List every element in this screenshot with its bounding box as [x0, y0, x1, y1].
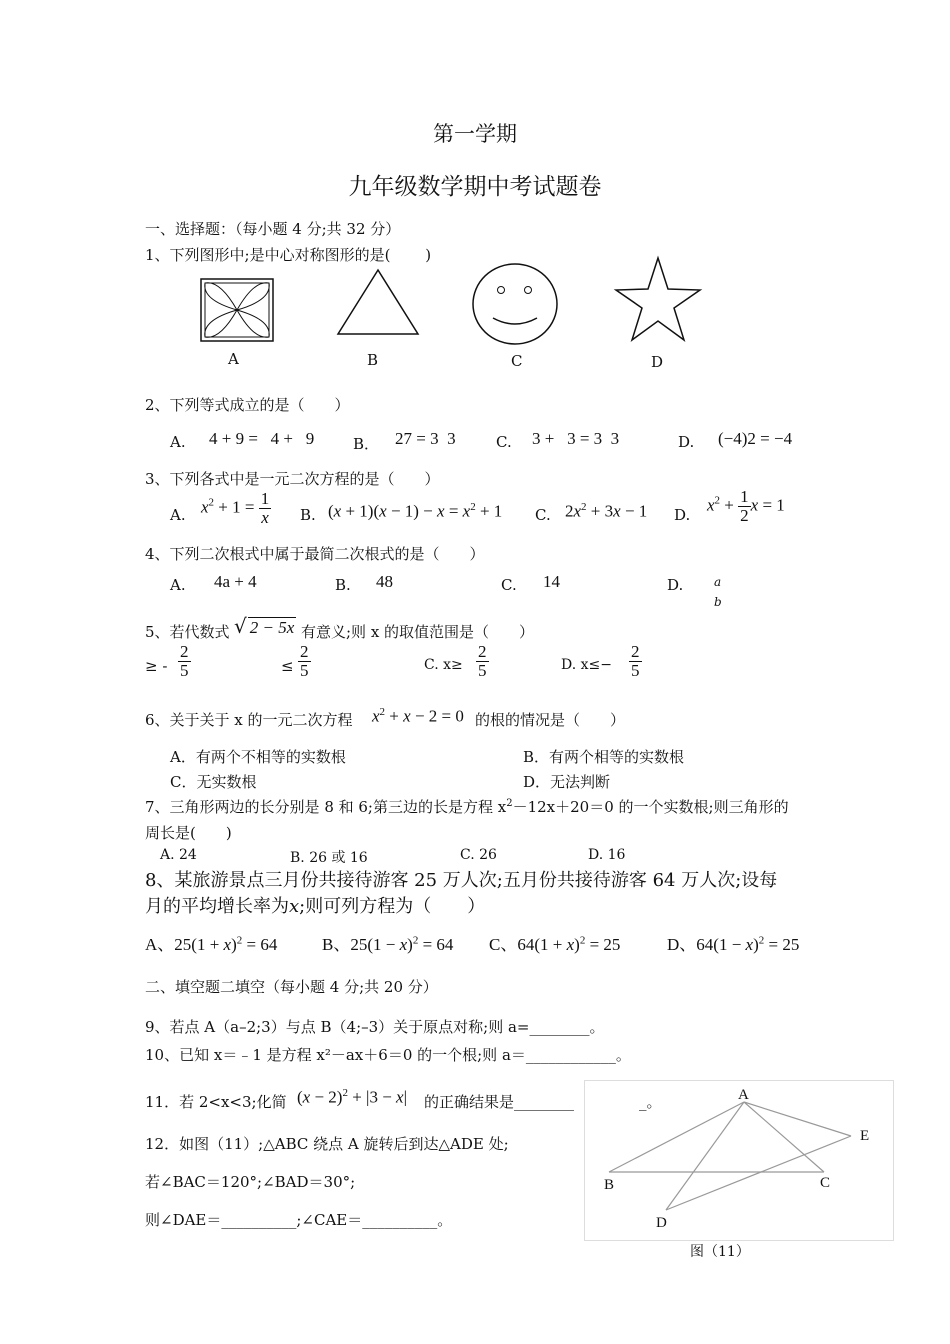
q2-label-d: D. [678, 433, 695, 451]
q3-label-c: C. [535, 506, 551, 524]
q5-option-a-sign: ≥ - [145, 657, 168, 675]
smiley-face-figure [471, 262, 561, 346]
q3-option-b: $(x + 1)(x - 1) - x = x^2 + 1$ [328, 501, 503, 521]
q2-label-b: B． [353, 435, 380, 453]
q11-expression: $(x - 2)^2 + |3 - x|$ [297, 1087, 407, 1107]
q12-line1: 12．如图（11）;△ABC 绕点 A 旋转后到达△ADE 处; [145, 1135, 509, 1153]
q2-stem: 2、下列等式成立的是（ ） [145, 396, 350, 414]
q5-stem-post: 有意义;则 x 的取值范围是（ ） [301, 623, 535, 641]
q3-option-a: $x^2 + 1$ = $\frac{1}{x}$ [201, 489, 270, 527]
triangle-figure [336, 268, 422, 336]
q3-label-d: D. [674, 506, 691, 524]
q6-option-c: C．无实数根 [170, 773, 257, 791]
q5-radicand: 2 − 5x [249, 618, 295, 637]
q11-post: 的正确结果是________ [424, 1093, 575, 1111]
figure-point-a: A [738, 1087, 749, 1103]
q4-label-a: A. [170, 576, 186, 594]
q11-pre: 11．若 2<x<3;化简 [145, 1093, 287, 1111]
q3-option-c: $2x^2 + 3x - 1$ [565, 501, 648, 521]
q7-line2: 周长是( ) [145, 824, 232, 842]
q8-option-c: C、$64(1 + x)^2 = 25$ [489, 934, 621, 954]
q5-option-d-sign: D. x≤− [561, 657, 612, 673]
q2-option-b: 27 = 3 3 [395, 429, 456, 448]
q4-label-c: C. [501, 576, 517, 594]
q2-option-d: (−4)2 = −4 [718, 429, 793, 448]
q8-line1: 8、某旅游景点三月份共接待游客 25 万人次;五月份共接待游客 64 万人次;设每 [145, 870, 778, 891]
page-title: 九年级数学期中考试题卷 [348, 174, 602, 200]
section-heading-choice: 一、选择题：（每小题 4 分;共 32 分） [145, 220, 401, 238]
q12-line2: 若∠BAC＝120°;∠BAD＝30°; [145, 1173, 356, 1191]
q4-option-a: 4a + 4 [214, 572, 257, 591]
q4-option-d-num: a [714, 575, 722, 589]
section-heading-fill: 二、填空题二填空（每小题 4 分;共 20 分） [145, 978, 438, 996]
rotation-figure [584, 1080, 894, 1242]
q3-label-a: A. [170, 506, 186, 524]
q5-option-d-frac: $\frac{2}{5}$ [631, 642, 640, 680]
q8-option-d: D、$64(1 - x)^2 = 25$ [667, 934, 800, 954]
q1-label-c: C [511, 352, 523, 370]
q5-option-c-frac: $\frac{2}{5}$ [478, 642, 487, 680]
q6-stem-pre: 6、关于关于 x 的一元二次方程 [145, 711, 353, 729]
page-title-term: 第一学期 [433, 122, 517, 146]
figure-caption: 图（11） [690, 1244, 750, 1260]
q4-label-d: D. [667, 576, 684, 594]
q7-line1: 7、三角形两边的长分别是 8 和 6;第三边的长是方程 $x^2-12x+20=0$ 的一个实数根;则三角形的 [145, 798, 789, 816]
q8-option-b: B、$25(1 - x)^2 = 64$ [322, 934, 454, 954]
q6-option-d: D．无法判断 [523, 773, 611, 791]
figure-point-d: D [656, 1215, 667, 1231]
q4-option-b: 48 [376, 572, 393, 591]
q5-radical: √ 2 − 5x [234, 614, 295, 638]
q10-text: 10、已知 x＝﹣1 是方程 x²－ax＋6＝0 的一个根;则 a＝____________。 [145, 1046, 631, 1064]
q5-option-c-sign: C. x≥ [424, 657, 463, 673]
q5-option-b-frac: $\frac{2}{5}$ [300, 642, 309, 680]
q5-option-a-frac: $\frac{2}{5}$ [180, 642, 189, 680]
q6-option-a: A．有两个不相等的实数根 [170, 748, 346, 766]
flower-square-figure [200, 278, 276, 342]
q2-option-c: 3 + 3 = 3 3 [532, 429, 620, 448]
figure-point-c: C [820, 1175, 831, 1191]
q6-option-b: B．有两个相等的实数根 [523, 748, 685, 766]
q4-label-b: B. [335, 576, 351, 594]
q3-option-d: $x^2$ + $\frac{1}{2}$ x = 1 [707, 487, 785, 525]
q6-equation: $x^2 + x - 2 = 0$ [372, 706, 464, 726]
q7-option-b: B. 26 或 16 [290, 850, 368, 866]
q4-stem: 4、下列二次根式中属于最简二次根式的是（ ） [145, 545, 485, 563]
q1-label-a: A [228, 350, 239, 368]
q12-line3: 则∠DAE＝__________;∠CAE＝__________。 [145, 1211, 453, 1229]
q2-option-a: 4 + 9 = 4 + 9 [209, 429, 315, 448]
q2-label-a: A. [170, 433, 186, 451]
q5-option-b-sign: ≤ [281, 657, 294, 675]
q4-option-c: 14 [543, 572, 560, 591]
q2-label-c: C. [496, 433, 512, 451]
q4-option-d-den: b [714, 595, 722, 609]
q3-stem: 3、下列各式中是一元二次方程的是（ ） [145, 470, 440, 488]
q1-label-b: B [367, 351, 379, 369]
q11-tail: _。 [639, 1093, 662, 1111]
star-figure [614, 256, 704, 344]
q7-option-c: C. 26 [460, 847, 497, 863]
figure-point-e: E [860, 1128, 870, 1144]
q3-label-b: B. [300, 506, 316, 524]
q7-option-a: A. 24 [160, 847, 197, 863]
q1-stem: 1、下列图形中;是中心对称图形的是( ) [145, 246, 432, 264]
q5-stem-pre: 5、若代数式 [145, 623, 230, 641]
q1-label-d: D [651, 353, 664, 371]
q6-stem-post: 的根的情况是（ ） [475, 711, 626, 729]
figure-point-b: B [604, 1177, 615, 1193]
q8-option-a: A、$25(1 + x)^2 = 64$ [145, 934, 278, 954]
q9-text: 9、若点 A（a–2;3）与点 B（4;–3）关于原点对称;则 a=________。 [145, 1018, 605, 1036]
q7-option-d: D. 16 [588, 847, 626, 863]
q8-line2: 月的平均增长率为x;则可列方程为（ ） [145, 896, 486, 917]
